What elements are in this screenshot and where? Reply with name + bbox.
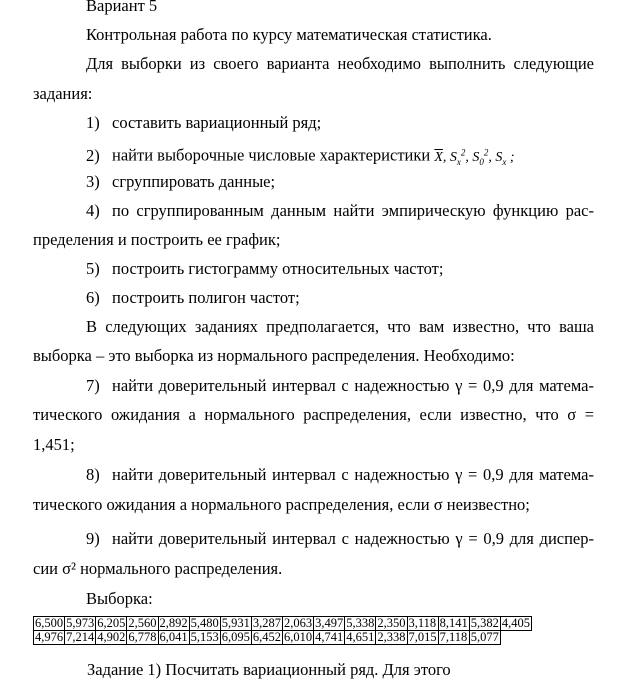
task-number: 9)	[86, 529, 100, 548]
table-cell: 4,651	[346, 630, 375, 644]
table-cell: 3,287	[252, 616, 281, 630]
table-cell: 7,214	[66, 630, 95, 644]
table-cell: 5,480	[190, 616, 219, 630]
task-7-line-1	[86, 376, 594, 396]
statistics-formula: $\overline{X}$, $S_x^2$, $S_0^2$, $S_x$ ;	[434, 147, 515, 167]
table-cell: 6,500	[35, 616, 64, 630]
table-cell: 2,063	[284, 616, 313, 630]
table-row	[34, 617, 532, 631]
table-cell: 4,976	[35, 630, 64, 644]
task-number: 5)	[86, 259, 100, 278]
task-1	[86, 113, 321, 133]
next-paragraph-fragment	[87, 658, 487, 679]
task-3	[86, 172, 275, 192]
intro-line-2: задания:	[33, 84, 93, 103]
task-number: 4)	[86, 201, 100, 220]
task-text: составить вариационный ряд;	[112, 113, 322, 132]
normal-intro-line-2: выборка – это выборка из нормального распределения. Необходимо:	[33, 346, 515, 365]
task-text: построить гистограмму относительных частот;	[112, 259, 444, 278]
table-cell: 6,452	[252, 630, 281, 644]
task-8-line-2: тического ожидания a нормального распределения, если σ неизвестно;	[33, 495, 530, 514]
sample-table	[33, 616, 532, 645]
table-cell: 6,095	[221, 630, 250, 644]
task-text: найти доверительный интервал с надежностью γ = 0,9 для матема-	[112, 465, 594, 484]
task-number: 3)	[86, 172, 100, 191]
task-9-line-1	[86, 529, 594, 549]
task-6	[86, 288, 300, 308]
task-2	[86, 142, 515, 171]
table-cell	[500, 631, 531, 645]
task-number: 7)	[86, 376, 100, 395]
task-5	[86, 259, 443, 279]
task-number: 6)	[86, 288, 100, 307]
table-cell: 6,010	[284, 630, 313, 644]
task-number: 1)	[86, 113, 100, 132]
task-number: 2)	[86, 145, 100, 165]
sample-label: Выборка:	[86, 589, 153, 608]
document-title: Контрольная работа по курсу математическая статистика.	[86, 25, 492, 44]
table-cell: 2,560	[128, 616, 157, 630]
table-cell: 5,931	[221, 616, 250, 630]
table-cell: 6,205	[97, 616, 126, 630]
table-cell: 7,118	[439, 630, 468, 644]
table-cell: 3,497	[315, 616, 344, 630]
table-cell: 4,741	[315, 630, 344, 644]
table-cell: 2,350	[377, 616, 406, 630]
intro-line-1: Для выборки из своего варианта необходимо выполнить следующие	[86, 54, 594, 73]
task-4-line-2: пределения и построить ее график;	[33, 230, 281, 249]
task-text: сгруппировать данные;	[112, 172, 276, 191]
table-cell: 6,778	[128, 630, 157, 644]
table-cell: 5,338	[346, 616, 375, 630]
task-4-line-1	[86, 201, 594, 221]
table-cell: 5,973	[66, 616, 95, 630]
table-cell: 2,338	[377, 630, 406, 644]
table-cell: 7,015	[408, 630, 437, 644]
table-row	[34, 631, 532, 645]
task-8-line-1	[86, 465, 594, 485]
task-text: найти доверительный интервал с надежностью γ = 0,9 для диспер-	[112, 529, 594, 548]
task-9-line-2: сии σ² нормального распределения.	[33, 559, 283, 578]
table-cell: 5,077	[470, 630, 499, 644]
table-cell: 3,118	[408, 616, 437, 630]
normal-intro-line-1: В следующих заданиях предполагается, что вам известно, что ваша	[86, 317, 594, 336]
task-text: построить полигон частот;	[112, 288, 300, 307]
task-text: по сгруппированным данным найти эмпирическую функцию рас-	[112, 201, 594, 220]
table-cell: 4,405	[501, 616, 530, 630]
task-7-line-3: 1,451;	[33, 435, 75, 454]
table-cell: 4,902	[97, 630, 126, 644]
variant-header: Вариант 5	[86, 0, 158, 15]
task-number: 8)	[86, 465, 100, 484]
task-text: найти доверительный интервал с надежностью γ = 0,9 для матема-	[112, 376, 594, 395]
table-cell: 8,141	[439, 616, 468, 630]
cut-text: Задание 1) Посчитать вариационный ряд. Для этого	[87, 660, 451, 679]
task-7-line-2: тического ожидания a нормального распределения, если известно, что σ =	[33, 405, 594, 424]
task-text: найти выборочные числовые характеристики	[112, 145, 435, 165]
table-cell: 6,041	[159, 630, 188, 644]
table-cell: 5,153	[190, 630, 219, 644]
table-cell: 2,892	[159, 616, 188, 630]
table-cell: 5,382	[470, 616, 499, 630]
